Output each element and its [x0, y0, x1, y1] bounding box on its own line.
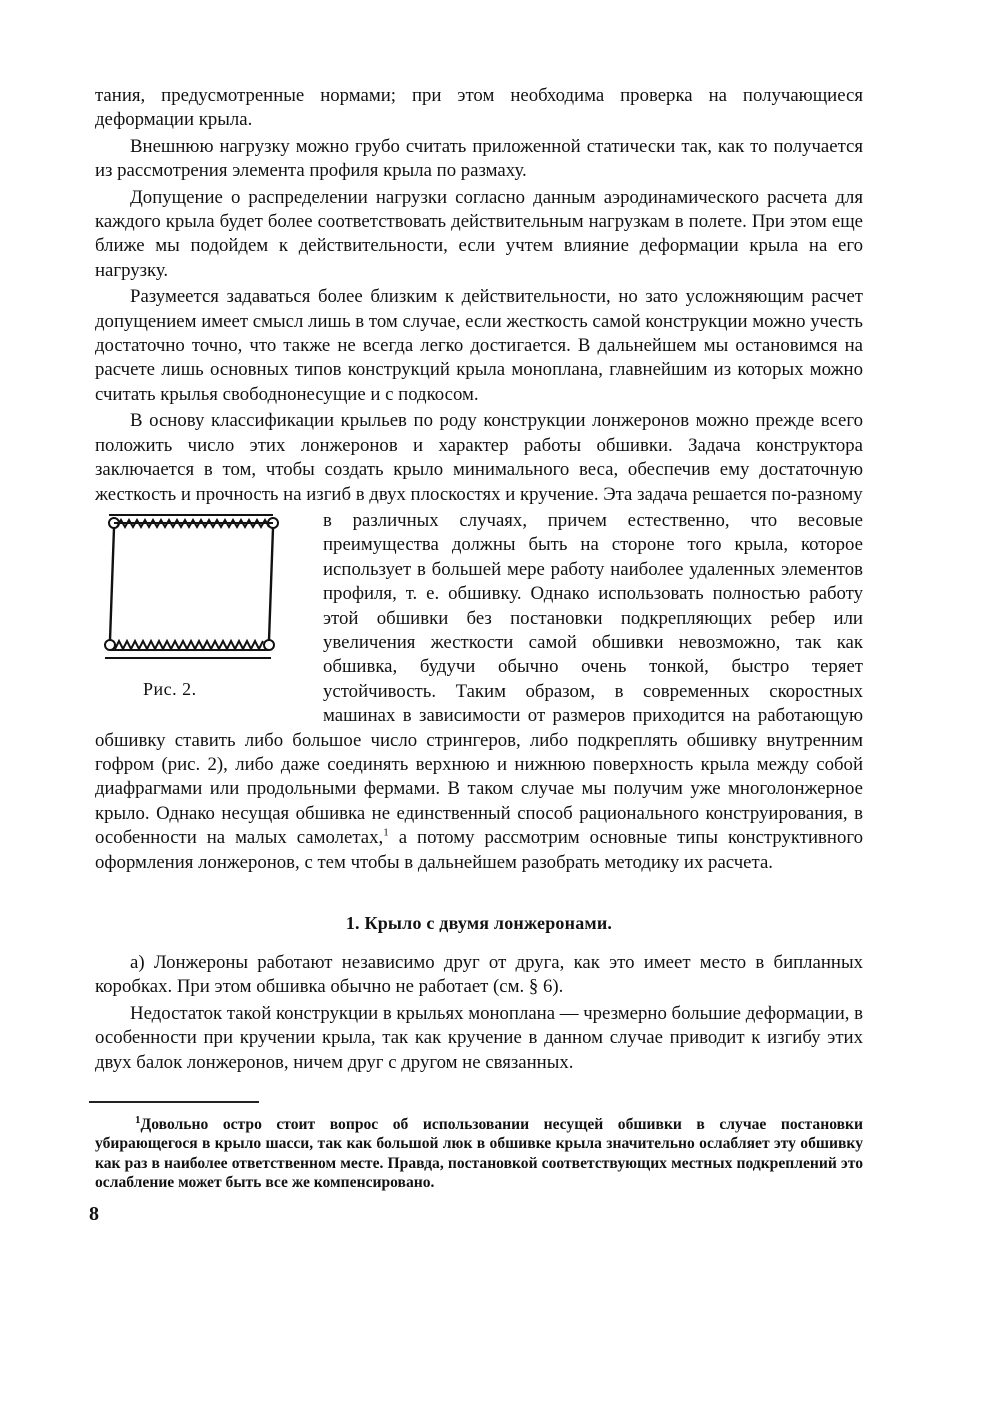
page-body	[89, 84, 863, 1226]
footnote	[95, 1115, 863, 1193]
footnote-marker: 1	[135, 1113, 141, 1126]
page-number: 8	[89, 1202, 99, 1225]
section-title: 1. Крыло с двумя лонжеронами.	[345, 913, 613, 933]
paragraph-5-intro: В основу классификации крыльев по роду конструкции лонжеронов можно прежде всего положить число этих лонжеронов и характер работы обшивки. Задача конструктора заключается в том, чтобы создать крыло минимального веса, обеспечив ему достаточную жесткость и прочность на изгиб в двух плоскостях и кручение. Эта задача решается по-разному	[95, 410, 863, 505]
figure-2	[95, 513, 309, 715]
paragraph-3: Допущение о распределении нагрузки согласно данным аэродинамического расчета для каждого крыла будет более соответствовать действительным нагрузкам в полете. При этом еще ближе мы подойдем к действительности, если учтем влияние деформации крыла на его нагрузку.	[95, 186, 863, 281]
paragraph-2: Внешнюю нагрузку можно грубо считать приложенной статически так, как то получается из рассмотрения элемента профиля крыла по размаху.	[95, 135, 863, 182]
figure-caption: Рис. 2.	[143, 678, 197, 699]
paragraph-5-tail: а потому рассмотрим основные типы конструктивного оформления лонжеронов, с тем чтобы в дальнейшем разобрать методику их расчета.	[95, 827, 863, 873]
corrugated-wing-box-diagram-icon	[95, 513, 309, 683]
section-paragraph-1: а) Лонжероны работают независимо друг от друга, как это имеет место в бипланных коробках. При этом обшивка обычно не работает (см. § 6).	[95, 952, 863, 998]
paragraph-4: Разумеется задаваться более близким к действительности, но зато усложняющим расчет допущением имеет смысл лишь в том случае, если жесткость самой конструкции можно учесть достаточно точно, что также не всегда легко достигается. В дальнейшем мы остановимся на расчете лишь основных типов конструкций крыла моноплана, главнейшим из которых можно считать крылья свободнонесущие и с подкосом.	[95, 286, 863, 405]
section-paragraph-2: Недостаток такой конструкции в крыльях моноплана — чрезмерно большие деформации, в особенности при кручении крыла, так как кручение в данном случае приводит к изгибу этих двух балок лонжеронов, ничем друг с другом не связанных.	[95, 1002, 863, 1073]
footnote-divider	[89, 1101, 259, 1103]
footnote-body: Довольно остро стоит вопрос об использовании несущей обшивки в случае постановки убирающегося в крыло шасси, так как большой люк в обшивке крыла значительно ослабляет эту обшивку как раз в наиболее ответственном месте. Правда, постановкой соответствующих местных подкреплений это ослабление может быть все же компенсировано.	[95, 1116, 863, 1192]
paragraph-1: тания, предусмотренные нормами; при этом необходима проверка на получающиеся деформации крыла.	[95, 85, 863, 131]
paragraph-5-body: в различных случаях, причем естественно, что весовые преимущества должны быть на стороне того крыла, которое использует в большей мере работу наиболее удаленных элементов профиля, т. е. обшивку. Однако использовать полностью работу этой обшивки без постановки подкрепляющих ребер или увеличения жесткости самой обшивки невозможно, так как обшивка, будучи обычно очень тонкой, быстро теряет устойчивость. Таким образом, в современных скоростных машинах в зависимости от размеров приходится на работающую обшивку ставить либо большое число стрингеров, либо подкреплять обшивку внутренним гофром (рис. 2), либо даже соединять верхнюю и нижнюю поверхность крыла между собой диафрагмами или продольными фермами. В таком случае мы получим уже многолонжерное крыло. Однако несущая обшивка не единственный способ рационального конструирования, в особенности на малых самолетах,	[95, 509, 863, 849]
footnote-reference: 1	[383, 826, 389, 839]
footnote-text	[95, 1115, 863, 1193]
